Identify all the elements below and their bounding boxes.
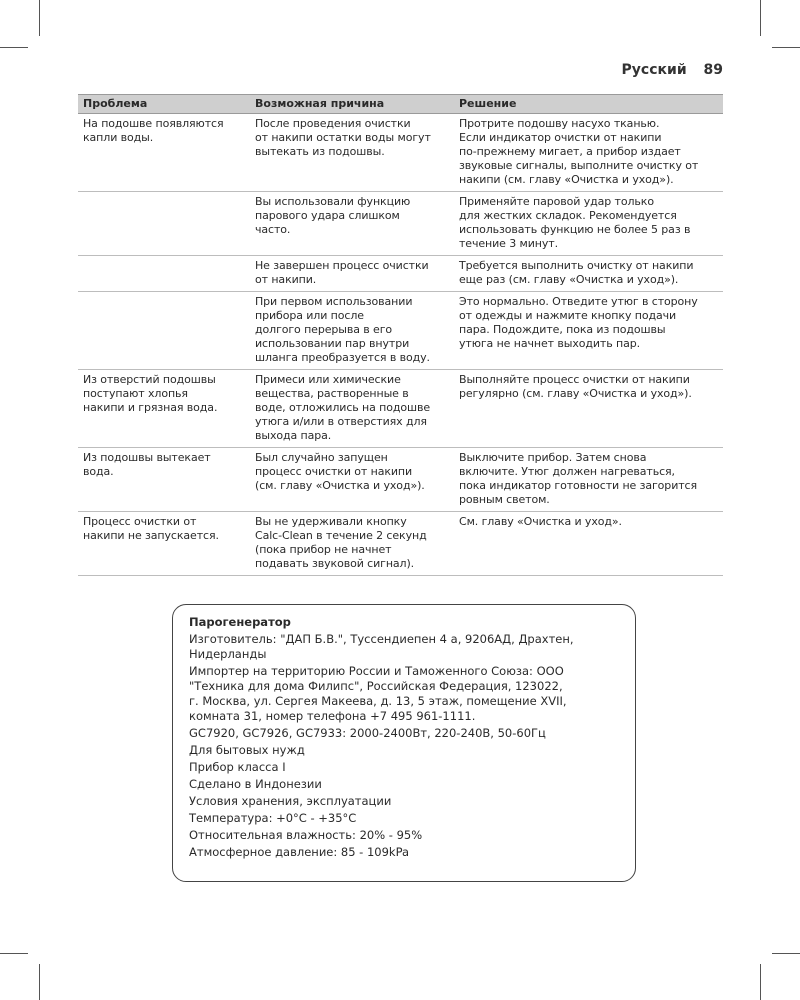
cause-cell: Вы не удерживали кнопку Calc-Clean в течение 2 секунд (пока прибор не начнет подавать звуковой сигнал). [250,512,454,576]
solution-cell: Выключите прибор. Затем снова включите. Утюг должен нагреваться, пока индикатор готовности не загорится ровным светом. [454,448,723,512]
table-row [78,256,723,292]
table-row [78,292,723,370]
info-box-title: Парогенератор [189,615,291,629]
table-row [78,512,723,576]
troubleshooting-table [78,94,723,576]
problem-cell: На подошве появляются капли воды. [78,114,250,192]
household-use-line: Для бытовых нужд [189,743,305,757]
table-row [78,448,723,512]
humidity-line: Относительная влажность: 20% - 95% [189,828,423,842]
crop-mark [772,953,800,954]
crop-mark [772,47,800,48]
crop-mark [39,964,40,1000]
cause-cell: После проведения очистки от накипи остатки воды могут вытекать из подошвы. [250,114,454,192]
origin-line: Сделано в Индонезии [189,777,322,791]
solution-cell: Выполняйте процесс очистки от накипи регулярно (см. главу «Очистка и уход»). [454,370,723,448]
cause-cell: Не завершен процесс очистки от накипи. [250,256,454,292]
cause-cell: Был случайно запущен процесс очистки от накипи (см. главу «Очистка и уход»). [250,448,454,512]
table-header-row [78,95,723,114]
cause-cell: Примеси или химические вещества, растворенные в воде, отложились на подошве утюга и/или в отверстиях для выхода пара. [250,370,454,448]
column-header-cause: Возможная причина [250,95,454,114]
page-number: 89 [703,62,723,78]
temperature-line: Температура: +0°C - +35°C [189,811,357,825]
storage-conditions-line: Условия хранения, эксплуатации [189,794,392,808]
table-row [78,114,723,192]
column-header-problem: Проблема [78,95,250,114]
problem-cell [78,256,250,292]
importer-line: Импортер на территорию России и Таможенного Союза: ООО "Техника для дома Филипс", Российская Федерация, 123022, г. Москва, ул. Сергея Макеева, д. 13, 5 этаж, помещение XVII, комната 31, номер телефона +7 495 961-1111. [189,664,567,723]
language-label: Русский [621,62,687,78]
problem-cell: Из отверстий подошвы поступают хлопья накипи и грязная вода. [78,370,250,448]
problem-cell [78,192,250,256]
pressure-line: Атмосферное давление: 85 - 109kPa [189,845,410,859]
manufacturer-line: Изготовитель: "ДАП Б.В.", Туссендиепен 4 а, 9206АД, Драхтен, Нидерланды [189,632,574,661]
cause-cell: Вы использовали функцию парового удара слишком часто. [250,192,454,256]
solution-cell: Протрите подошву насухо тканью. Если индикатор очистки от накипи по-прежнему мигает, а прибор издает звуковые сигналы, выполните очистку от накипи (см. главу «Очистка и уход»). [454,114,723,192]
model-specs-line: GC7920, GC7926, GC7933: 2000-2400Вт, 220-240В, 50-60Гц [189,726,546,740]
device-class-line: Прибор класса I [189,760,286,774]
crop-mark [760,964,761,1000]
crop-mark [760,0,761,36]
product-info-box [172,604,636,882]
crop-mark [0,47,28,48]
cause-cell: При первом использовании прибора или после долгого перерыва в его использовании пар внутри шланга преобразуется в воду. [250,292,454,370]
table-row [78,370,723,448]
column-header-solution: Решение [454,95,723,114]
solution-cell: Требуется выполнить очистку от накипи еще раз (см. главу «Очистка и уход»). [454,256,723,292]
solution-cell: Применяйте паровой удар только для жестких складок. Рекомендуется использовать функцию не более 5 раз в течение 3 минут. [454,192,723,256]
problem-cell [78,292,250,370]
solution-cell: Это нормально. Отведите утюг в сторону от одежды и нажмите кнопку подачи пара. Подождите, пока из подошвы утюга не начнет выходить пар. [454,292,723,370]
table-row [78,192,723,256]
crop-mark [39,0,40,36]
crop-mark [0,953,28,954]
page-header [622,62,723,78]
solution-cell: См. главу «Очистка и уход». [454,512,723,576]
problem-cell: Из подошвы вытекает вода. [78,448,250,512]
problem-cell: Процесс очистки от накипи не запускается. [78,512,250,576]
